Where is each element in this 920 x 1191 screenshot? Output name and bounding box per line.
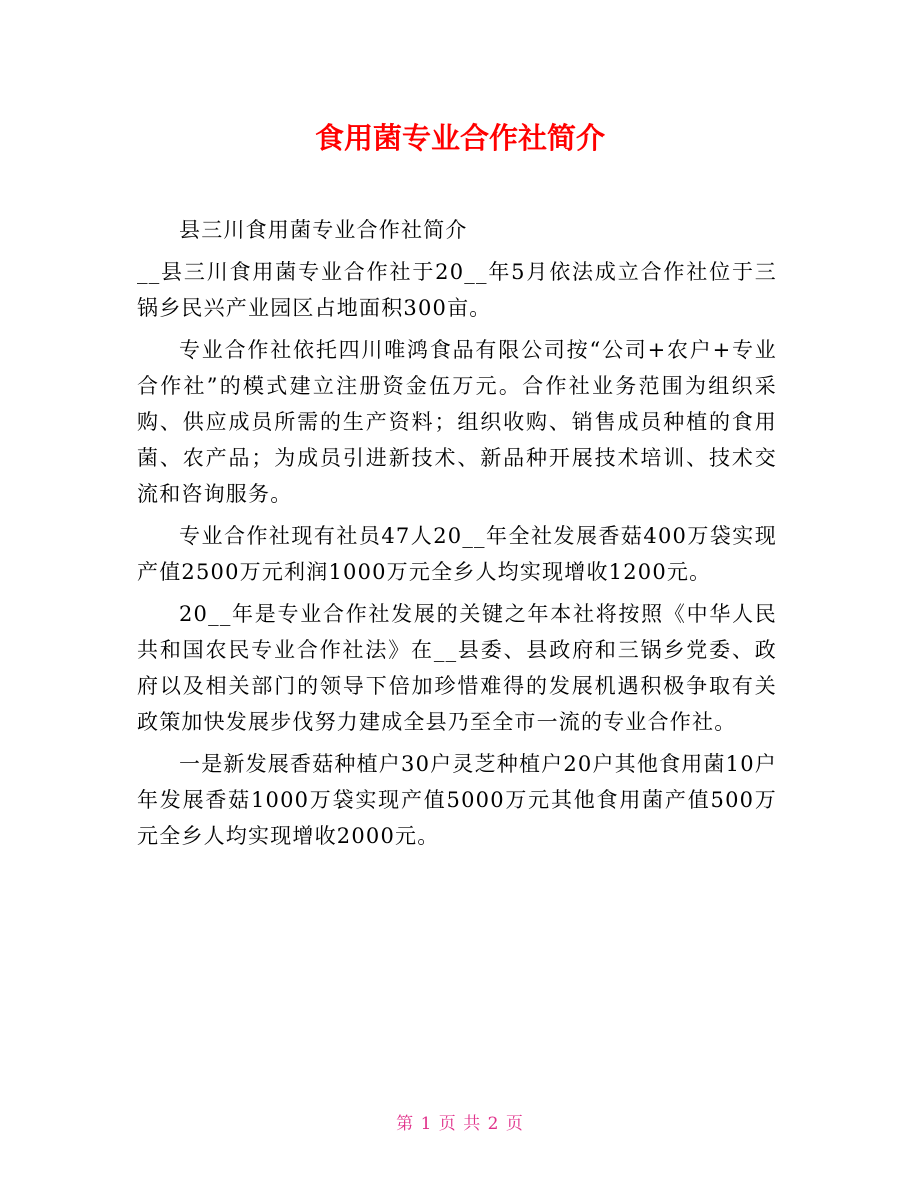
paragraph-subtitle: 县三川食用菌专业合作社简介 (179, 218, 468, 242)
document-body (137, 212, 777, 860)
paragraph-members: 专业合作社现有社员47人20__年全社发展香菇400万袋实现产值2500万元利润1000万元全乡人均实现增收1200元。 (137, 524, 777, 584)
paragraph-goal-one: 一是新发展香菇种植户30户灵芝种植户20户其他食用菌10户年发展香菇1000万袋实现产值5000万元其他食用菌产值500万元全乡人均实现增收2000元。 (137, 752, 777, 848)
paragraph-business-scope: 专业合作社依托四川唯鸿食品有限公司按“公司+农户+专业合作社”的模式建立注册资金伍万元。合作社业务范围为组织采购、供应成员所需的生产资料；组织收购、销售成员种植的食用菌、农产品；为成员引进新技术、新品种开展技术培训、技术交流和咨询服务。 (137, 338, 777, 506)
paragraph-development-plan: 20__年是专业合作社发展的关键之年本社将按照《中华人民共和国农民专业合作社法》在__县委、县政府和三锅乡党委、政府以及相关部门的领导下倍加珍惜难得的发展机遇积极争取有关政策加快发展步伐努力建成全县乃至全市一流的专业合作社。 (137, 602, 777, 734)
page-number-footer: 第 1 页 共 2 页 (396, 1114, 524, 1134)
paragraph-founding: __县三川食用菌专业合作社于20__年5月依法成立合作社位于三锅乡民兴产业园区占地面积300亩。 (137, 260, 777, 320)
document-title: 食用菌专业合作社简介 (314, 121, 605, 155)
